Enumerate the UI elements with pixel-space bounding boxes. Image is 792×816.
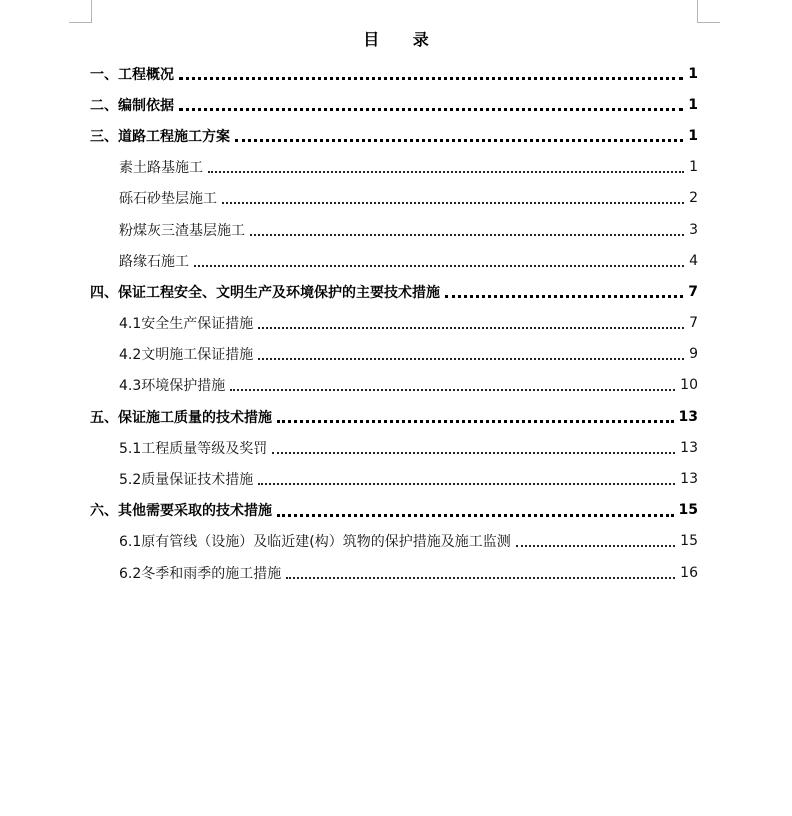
toc-entry-page-number: 1 <box>688 65 698 82</box>
toc-entry-page-number: 15 <box>678 502 698 519</box>
toc-entry-label: 4.1安全生产保证措施 <box>119 316 254 333</box>
toc-entry-label: 六、其他需要采取的技术措施 <box>90 503 272 520</box>
crop-mark-top-left <box>69 0 92 23</box>
toc-entry-page-number: 13 <box>680 439 698 456</box>
toc-entry-subheading[interactable] <box>90 557 698 588</box>
toc-entry-page-number: 16 <box>680 564 698 581</box>
toc-entry-label: 6.2冬季和雨季的施工措施 <box>119 565 282 582</box>
toc-entry-page-number: 10 <box>680 377 698 394</box>
toc-dot-leader <box>179 108 683 111</box>
toc-entry-page-number: 1 <box>688 127 698 144</box>
toc-entry-heading[interactable] <box>90 495 698 526</box>
toc-entry-subheading[interactable] <box>90 526 698 557</box>
toc-dot-leader <box>516 545 675 547</box>
toc-entry-page-number: 9 <box>689 346 698 363</box>
toc-entry-subheading[interactable] <box>90 308 698 339</box>
toc-entry-page-number: 1 <box>689 159 698 176</box>
toc-title: 目 录 <box>363 30 443 49</box>
toc-dot-leader <box>179 77 683 80</box>
toc-entry-page-number: 3 <box>689 221 698 238</box>
toc-entry-label: 一、工程概况 <box>90 66 174 83</box>
crop-mark-top-right <box>697 0 720 23</box>
toc-entry-page-number: 4 <box>689 252 698 269</box>
toc-entry-label: 5.2质量保证技术措施 <box>119 472 254 489</box>
toc-dot-leader <box>222 202 684 204</box>
toc-dot-leader <box>258 358 684 360</box>
toc-entry-label: 5.1工程质量等级及奖罚 <box>119 440 268 457</box>
toc-dot-leader <box>230 389 675 391</box>
toc-entry-label: 路缘石施工 <box>119 253 189 270</box>
toc-entry-page-number: 1 <box>688 96 698 113</box>
toc-dot-leader <box>272 452 675 454</box>
toc-entry-subheading[interactable] <box>90 152 698 183</box>
toc-entry-subheading[interactable] <box>90 183 698 214</box>
toc-dot-leader <box>277 420 674 423</box>
toc-entry-subheading[interactable] <box>90 463 698 494</box>
toc-entry-page-number: 15 <box>680 533 698 550</box>
toc-dot-leader <box>286 577 675 579</box>
toc-entry-page-number: 13 <box>678 408 698 425</box>
toc-entry-subheading[interactable] <box>90 245 698 276</box>
toc-dot-leader <box>235 139 683 142</box>
toc-entry-subheading[interactable] <box>90 432 698 463</box>
toc-dot-leader <box>250 234 684 236</box>
toc-entry-page-number: 2 <box>689 190 698 207</box>
toc-entry-heading[interactable] <box>90 120 698 151</box>
toc-dot-leader <box>194 265 684 267</box>
toc-entry-label: 四、保证工程安全、文明生产及环境保护的主要技术措施 <box>90 284 440 301</box>
toc-entry-label: 素土路基施工 <box>119 160 203 177</box>
toc-entry-label: 五、保证施工质量的技术措施 <box>90 409 272 426</box>
toc-entry-label: 4.2文明施工保证措施 <box>119 347 254 364</box>
toc-entry-heading[interactable] <box>90 89 698 120</box>
toc-entry-page-number: 7 <box>688 283 698 300</box>
toc-dot-leader <box>208 171 684 173</box>
toc-entry-heading[interactable] <box>90 276 698 307</box>
table-of-contents <box>90 58 698 588</box>
toc-entry-heading[interactable] <box>90 58 698 89</box>
toc-entry-label: 三、道路工程施工方案 <box>90 128 230 145</box>
toc-entry-heading[interactable] <box>90 401 698 432</box>
toc-entry-page-number: 7 <box>689 315 698 332</box>
toc-entry-subheading[interactable] <box>90 370 698 401</box>
toc-entry-label: 砾石砂垫层施工 <box>119 191 217 208</box>
toc-entry-subheading[interactable] <box>90 339 698 370</box>
toc-dot-leader <box>277 514 674 517</box>
toc-entry-label: 粉煤灰三渣基层施工 <box>119 222 245 239</box>
toc-entry-label: 二、编制依据 <box>90 97 174 114</box>
toc-entry-label: 6.1原有管线（设施）及临近建(构）筑物的保护措施及施工监测 <box>119 534 511 551</box>
toc-dot-leader <box>258 483 675 485</box>
toc-dot-leader <box>445 295 683 298</box>
toc-entry-label: 4.3环境保护措施 <box>119 378 226 395</box>
toc-entry-subheading[interactable] <box>90 214 698 245</box>
toc-entry-page-number: 13 <box>680 471 698 488</box>
toc-dot-leader <box>258 327 684 329</box>
